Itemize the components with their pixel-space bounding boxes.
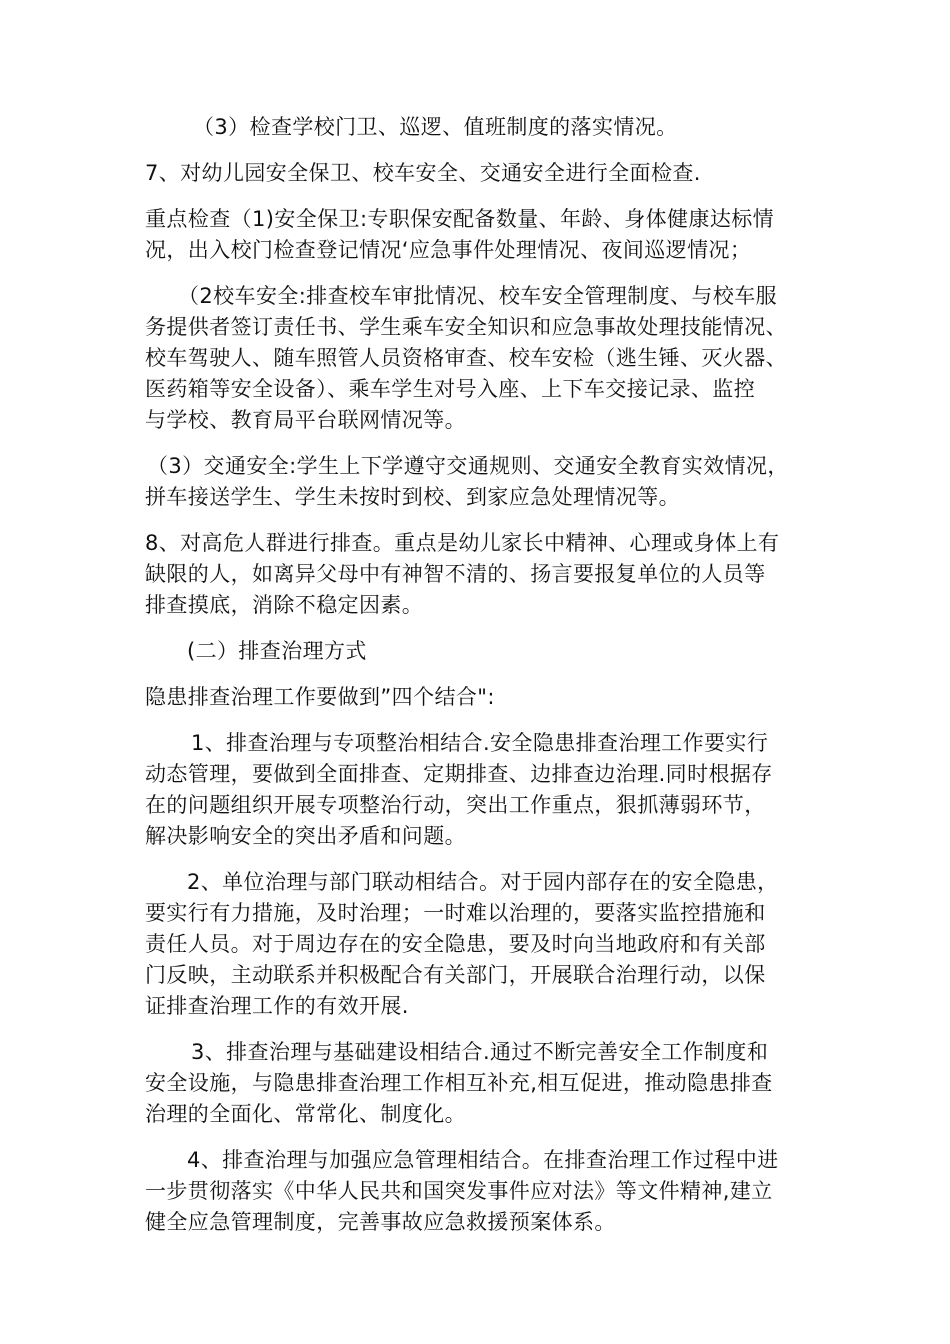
text-line: 在的问题组织开展专项整治行动，突出工作重点，狠抓薄弱环节， <box>145 793 766 817</box>
paragraph-traffic-safety <box>145 451 825 513</box>
text-line: 门反映，主动联系并积极配合有关部门，开展联合治理行动，以保 <box>145 963 766 987</box>
paragraph-check-gate-patrol <box>145 112 825 143</box>
paragraph-security-guard <box>145 204 825 266</box>
text-line: 证排查治理工作的有效开展. <box>145 994 409 1018</box>
text-line: 隐患排查治理工作要做到”四个结合": <box>145 685 495 709</box>
text-line: 安全设施，与隐患排查治理工作相互补充,相互促进，推动隐患排查 <box>145 1071 773 1095</box>
text-line: 况，出入校门检查登记情况‘应急事件处理情况、夜间巡逻情况； <box>145 238 752 262</box>
text-line: 校车驾驶人、随车照管人员资格审查、校车安检（逃生锤、灭火器、 <box>145 346 787 370</box>
text-line: 与学校、教育局平台联网情况等。 <box>145 408 466 432</box>
text-line: （3）检查学校门卫、巡逻、值班制度的落实情况。 <box>193 115 678 139</box>
paragraph-item-7 <box>145 158 825 189</box>
text-line: 要实行有力措施，及时治理；一时难以治理的，要落实监控措施和 <box>145 901 766 925</box>
text-line: 重点检查（1)安全保卫:专职保安配备数量、年龄、身体健康达标情 <box>145 207 775 231</box>
paragraph-combination-3 <box>145 1037 825 1130</box>
text-line: 务提供者签订责任书、学生乘车安全知识和应急事故处理技能情况、 <box>145 315 787 339</box>
text-line: 7、对幼儿园安全保卫、校车安全、交通安全进行全面检查. <box>145 161 701 185</box>
text-line: 3、排查治理与基础建设相结合.通过不断完善安全工作制度和 <box>191 1040 769 1064</box>
paragraph-item-8 <box>145 528 825 621</box>
text-line: 8、对高危人群进行排查。重点是幼儿家长中精神、心理或身体上有 <box>145 531 780 555</box>
paragraph-school-bus-safety <box>145 281 825 436</box>
text-line: 1、排查治理与专项整治相结合.安全隐患排查治理工作要实行 <box>191 731 769 755</box>
text-line: 排查摸底，消除不稳定因素。 <box>145 593 424 617</box>
text-line: 责任人员。对于周边存在的安全隐患，要及时向当地政府和有关部 <box>145 932 766 956</box>
paragraph-combination-4 <box>145 1145 825 1238</box>
paragraph-combination-2 <box>145 867 825 1022</box>
text-line: (二）排查治理方式 <box>187 639 367 663</box>
text-line: 4、排查治理与加强应急管理相结合。在排查治理工作过程中进 <box>187 1148 779 1172</box>
section-heading-methods <box>145 636 825 667</box>
paragraph-four-combinations <box>145 682 825 713</box>
text-line: 2、单位治理与部门联动相结合。对于园内部存在的安全隐患， <box>187 870 779 894</box>
text-line: （3）交通安全:学生上下学遵守交通规则、交通安全教育实效情况， <box>147 454 789 478</box>
text-line: 动态管理，要做到全面排查、定期排查、边排查边治理.同时根据存 <box>145 762 773 786</box>
text-line: 缺限的人，如离异父母中有神智不清的、扬言要报复单位的人员等 <box>145 562 766 586</box>
text-line: 解决影响安全的突出矛盾和问题。 <box>145 824 466 848</box>
text-line: （2校车安全:排查校车审批情况、校车安全管理制度、与校车服 <box>178 284 778 308</box>
text-line: 治理的全面化、常常化、制度化。 <box>145 1102 466 1126</box>
text-line: 拼车接送学生、学生未按时到校、到家应急处理情况等。 <box>145 485 680 509</box>
paragraph-combination-1 <box>145 728 825 852</box>
text-line: 健全应急管理制度，完善事故应急救援预案体系。 <box>145 1210 616 1234</box>
text-line: 医药箱等安全设备）、乘车学生对号入座、上下车交接记录、监控 <box>145 377 756 401</box>
document-body <box>145 112 825 1253</box>
text-line: 一步贯彻落实《中华人民共和国突发事件应对法》等文件精神,建立 <box>145 1179 773 1203</box>
